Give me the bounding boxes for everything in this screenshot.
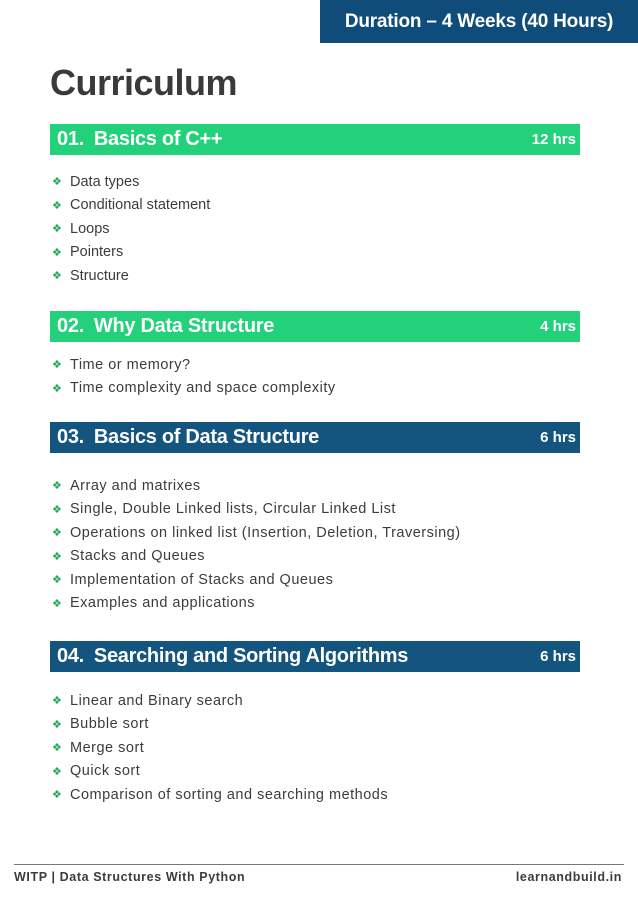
diamond-bullet-icon: ❖: [52, 480, 63, 493]
topic-text: Array and matrixes: [70, 477, 201, 494]
diamond-bullet-icon: ❖: [52, 718, 63, 731]
footer-course-name: WITP | Data Structures With Python: [14, 870, 246, 884]
topic-text: Pointers: [70, 244, 124, 261]
diamond-bullet-icon: ❖: [52, 176, 62, 189]
list-item: [50, 592, 580, 616]
topic-text: Time or memory?: [70, 356, 191, 373]
module-title: Searching and Sorting Algorithms: [93, 645, 409, 667]
diamond-bullet-icon: ❖: [52, 199, 62, 212]
list-item: [50, 521, 580, 545]
module-title: Basics of Data Structure: [93, 426, 320, 448]
list-item: [50, 377, 580, 401]
list-item: [50, 264, 580, 288]
topic-text: Structure: [70, 267, 129, 284]
diamond-bullet-icon: ❖: [52, 382, 63, 395]
topic-text: Operations on linked list (Insertion, Deletion, Traversing): [70, 524, 461, 541]
duration-badge: Duration – 4 Weeks (40 Hours): [320, 0, 638, 43]
diamond-bullet-icon: ❖: [52, 789, 63, 802]
module-4-topics: [50, 689, 580, 807]
topic-text: Loops: [70, 220, 110, 237]
topic-text: Implementation of Stacks and Queues: [70, 571, 334, 588]
footer-website: learnandbuild.in: [515, 870, 622, 884]
module-hours: 6 hrs: [540, 648, 576, 665]
module-1-header: [50, 124, 580, 155]
list-item: [50, 170, 580, 194]
list-item: [50, 568, 580, 592]
diamond-bullet-icon: ❖: [52, 597, 63, 610]
module-hours: 12 hrs: [531, 131, 576, 148]
module-title: Why Data Structure: [93, 315, 275, 337]
list-item: [50, 194, 580, 218]
module-1-topics: [50, 170, 580, 288]
module-number: 02.: [57, 315, 84, 337]
module-2-topics: [50, 353, 580, 400]
module-3: [50, 422, 580, 615]
list-item: [50, 498, 580, 522]
module-title: Basics of C++: [93, 128, 223, 150]
diamond-bullet-icon: ❖: [52, 246, 62, 259]
footer-divider: [14, 864, 624, 865]
module-number: 03.: [57, 426, 84, 448]
topic-text: Conditional statement: [70, 197, 211, 214]
list-item: [50, 241, 580, 265]
module-2: [50, 311, 580, 400]
diamond-bullet-icon: ❖: [52, 503, 63, 516]
diamond-bullet-icon: ❖: [52, 270, 62, 283]
topic-text: Data types: [70, 173, 140, 190]
module-3-topics: [50, 474, 580, 615]
topic-text: Time complexity and space complexity: [70, 380, 336, 397]
module-2-header: [50, 311, 580, 342]
module-1: [50, 124, 580, 288]
module-number: 01.: [57, 128, 84, 150]
list-item: [50, 353, 580, 377]
list-item: [50, 736, 580, 760]
diamond-bullet-icon: ❖: [52, 695, 63, 708]
topic-text: Bubble sort: [70, 716, 149, 733]
page-title: Curriculum: [50, 62, 238, 103]
module-hours: 4 hrs: [540, 318, 576, 335]
topic-text: Merge sort: [70, 739, 145, 756]
diamond-bullet-icon: ❖: [52, 359, 63, 372]
diamond-bullet-icon: ❖: [52, 765, 63, 778]
module-number: 04.: [57, 645, 84, 667]
topic-text: Comparison of sorting and searching methods: [70, 786, 389, 803]
module-3-header: [50, 422, 580, 453]
module-4: [50, 641, 580, 807]
list-item: [50, 783, 580, 807]
module-hours: 6 hrs: [540, 429, 576, 446]
topic-text: Quick sort: [70, 763, 141, 780]
topic-text: Stacks and Queues: [70, 548, 206, 565]
diamond-bullet-icon: ❖: [52, 550, 63, 563]
topic-text: Examples and applications: [70, 595, 255, 612]
diamond-bullet-icon: ❖: [52, 742, 63, 755]
module-4-header: [50, 641, 580, 672]
list-item: [50, 760, 580, 784]
topic-text: Linear and Binary search: [70, 692, 244, 709]
topic-text: Single, Double Linked lists, Circular Linked List: [70, 501, 396, 518]
diamond-bullet-icon: ❖: [52, 574, 63, 587]
list-item: [50, 689, 580, 713]
list-item: [50, 217, 580, 241]
list-item: [50, 545, 580, 569]
diamond-bullet-icon: ❖: [52, 527, 63, 540]
diamond-bullet-icon: ❖: [52, 223, 62, 236]
list-item: [50, 713, 580, 737]
list-item: [50, 474, 580, 498]
